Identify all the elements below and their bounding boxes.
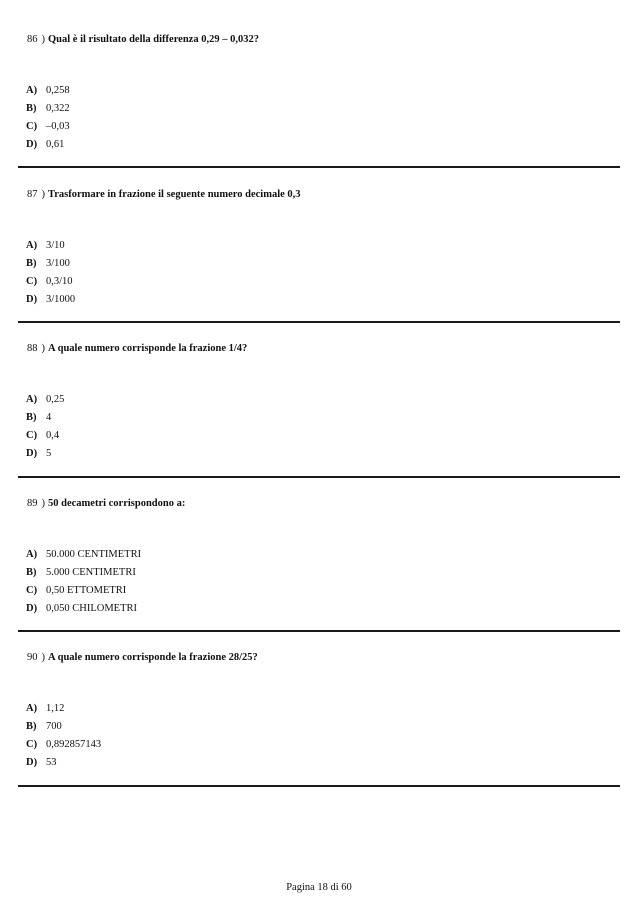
answer-text: 1,12 [46, 702, 65, 714]
question-text: A quale numero corrisponde la frazione 1/4? [48, 343, 248, 354]
answer-list [26, 390, 64, 462]
answer-text: 0,50 ETTOMETRI [46, 584, 127, 596]
answer-text: 50.000 CENTIMETRI [46, 548, 142, 560]
answer-text: –0,03 [46, 120, 70, 132]
answer-option-d [26, 290, 75, 308]
question-text: Qual è il risultato della differenza 0,29 – 0,032? [48, 34, 259, 45]
question-paren: ) [41, 343, 45, 354]
answer-option-a [26, 545, 141, 563]
answer-letter: D) [26, 293, 38, 305]
answer-text: 0,258 [46, 84, 70, 96]
answer-text: 3/1000 [46, 293, 76, 305]
answer-text: 0,61 [46, 138, 65, 150]
answer-letter: C) [26, 275, 38, 287]
answer-letter: C) [26, 120, 38, 132]
answer-option-c [26, 426, 64, 444]
answer-option-d [26, 135, 70, 153]
answer-letter: A) [26, 84, 38, 96]
question-paren: ) [41, 34, 45, 45]
answer-letter: C) [26, 429, 38, 441]
question-divider [18, 630, 620, 632]
answer-text: 0,25 [46, 393, 65, 405]
answer-text: 0,050 CHILOMETRI [46, 602, 137, 614]
question-divider [18, 321, 620, 323]
answer-letter: B) [26, 411, 37, 423]
answer-text: 700 [46, 720, 62, 732]
question-paren: ) [41, 189, 45, 200]
answer-option-d [26, 444, 64, 462]
answer-letter: A) [26, 239, 38, 251]
question-divider [18, 166, 620, 168]
answer-letter: B) [26, 102, 37, 114]
question-divider [18, 785, 620, 787]
answer-text: 0,4 [46, 429, 60, 441]
question-number: 87 [27, 189, 38, 200]
answer-option-b [26, 408, 64, 426]
question-text: 50 decametri corrispondono a: [48, 498, 186, 509]
page-number-label: Pagina 18 di 60 [286, 882, 352, 893]
question-number: 88 [27, 343, 38, 354]
answer-option-c [26, 581, 141, 599]
answer-text: 5 [46, 447, 52, 459]
question-number: 86 [27, 34, 38, 45]
answer-option-d [26, 753, 101, 771]
answer-text: 0,3/10 [46, 275, 73, 287]
question-title [27, 34, 259, 45]
question-text: A quale numero corrisponde la frazione 28/25? [48, 652, 258, 663]
page-footer [0, 882, 638, 893]
answer-letter: A) [26, 393, 38, 405]
question-title [27, 189, 301, 200]
answer-letter: A) [26, 702, 38, 714]
answer-letter: A) [26, 548, 38, 560]
answer-list [26, 699, 101, 771]
answer-text: 0,322 [46, 102, 70, 114]
answer-text: 5.000 CENTIMETRI [46, 566, 136, 578]
answer-option-a [26, 236, 75, 254]
answer-letter: C) [26, 738, 38, 750]
question-title [27, 652, 258, 663]
answer-option-c [26, 272, 75, 290]
answer-option-a [26, 81, 70, 99]
answer-option-c [26, 117, 70, 135]
answer-option-b [26, 717, 101, 735]
answer-list [26, 545, 141, 617]
answer-text: 53 [46, 756, 57, 768]
answer-text: 3/100 [46, 257, 70, 269]
question-number: 89 [27, 498, 38, 509]
answer-option-b [26, 254, 75, 272]
answer-option-a [26, 390, 64, 408]
question-divider [18, 476, 620, 478]
answer-letter: D) [26, 756, 38, 768]
question-number: 90 [27, 652, 38, 663]
answer-letter: B) [26, 720, 37, 732]
question-title [27, 498, 185, 509]
answer-option-b [26, 99, 70, 117]
question-paren: ) [41, 498, 45, 509]
answer-text: 3/10 [46, 239, 65, 251]
answer-text: 4 [46, 411, 52, 423]
answer-letter: D) [26, 138, 38, 150]
answer-list [26, 236, 75, 308]
answer-option-a [26, 699, 101, 717]
answer-letter: C) [26, 584, 38, 596]
question-text: Trasformare in frazione il seguente numero decimale 0,3 [48, 189, 301, 200]
answer-option-d [26, 599, 141, 617]
answer-option-c [26, 735, 101, 753]
answer-letter: B) [26, 257, 37, 269]
question-title [27, 343, 247, 354]
answer-letter: D) [26, 447, 38, 459]
answer-option-b [26, 563, 141, 581]
answer-list [26, 81, 70, 153]
answer-letter: D) [26, 602, 38, 614]
answer-letter: B) [26, 566, 37, 578]
answer-text: 0,892857143 [46, 738, 102, 750]
question-paren: ) [41, 652, 45, 663]
